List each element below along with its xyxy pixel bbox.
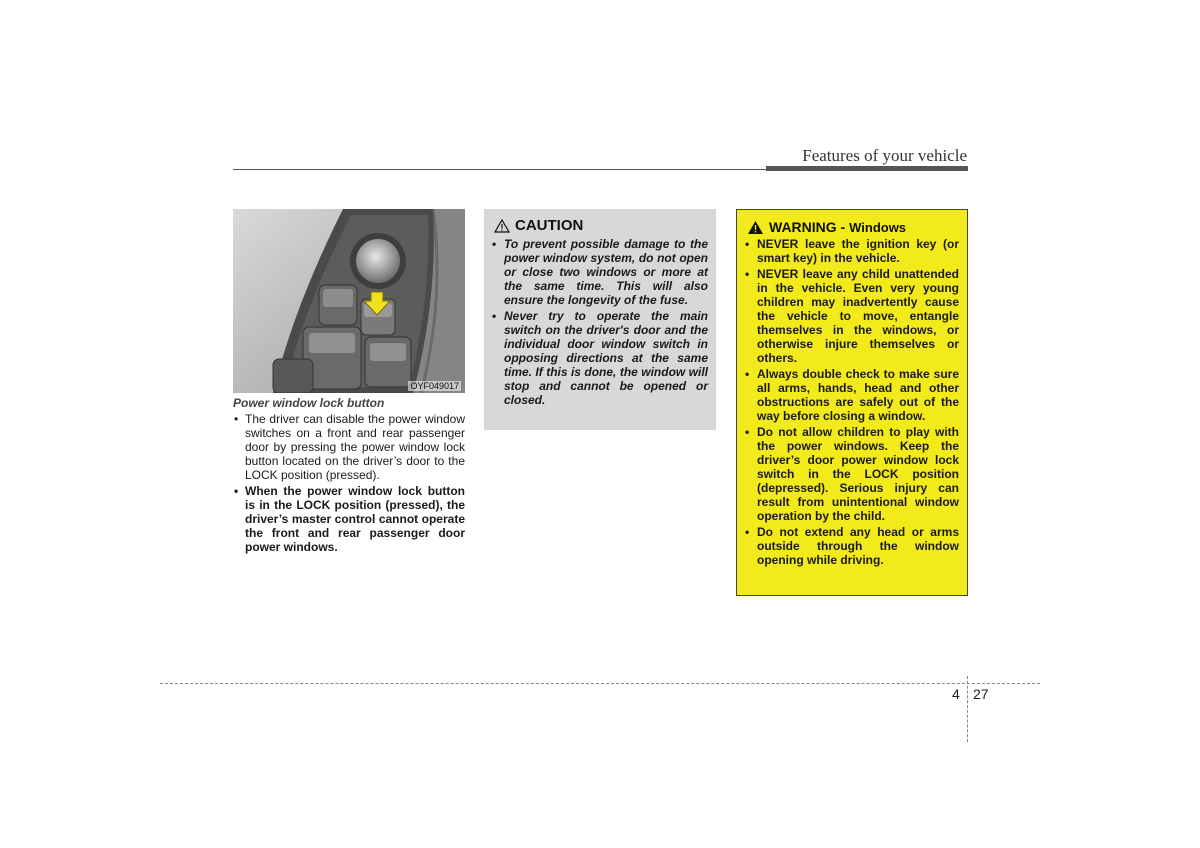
- caution-box: [484, 209, 716, 430]
- list-item: • NEVER leave the ignition key (or smart key) in the vehicle.: [745, 237, 959, 265]
- page-number: 27: [973, 686, 989, 702]
- caution-list: [492, 237, 708, 407]
- warning-list: [745, 237, 959, 567]
- page-header-title: Features of your vehicle: [802, 146, 967, 165]
- warning-label: WARNING -: [769, 219, 846, 235]
- caution-title: CAUTION: [515, 217, 584, 234]
- list-item: • The driver can disable the power window switches on a front and rear passenger door by pressing the power window lock button located on the driver’s door to the LOCK position (pressed).: [233, 412, 465, 482]
- warning-triangle-icon: [747, 220, 764, 235]
- header-rule: [233, 169, 768, 170]
- chapter-number: 4: [952, 686, 960, 702]
- list-item: • Do not extend any head or arms outside through the window opening while driving.: [745, 525, 959, 567]
- list-item: • Always double check to make sure all arms, hands, head and other obstructions are safely out of the way before closing a window.: [745, 367, 959, 423]
- footer-divider: [967, 676, 968, 742]
- list-item: • NEVER leave any child unattended in the vehicle. Even very young children may inadvertently cause the vehicle to move, entangle themselves in the windows, or otherwise injure themselves or others.: [745, 267, 959, 365]
- footer-rule: [160, 683, 1040, 684]
- list-item: • Never try to operate the main switch on the driver's door and the individual door window switch in opposing directions at the same time. If this is done, the window will stop and cannot be opened or closed.: [492, 309, 708, 407]
- photo-caption: Power window lock button: [233, 396, 385, 410]
- power-window-switch-photo: [233, 209, 465, 393]
- list-item: • To prevent possible damage to the power window system, do not open or close two windows or more at the same time. This will also ensure the longevity of the fuse.: [492, 237, 708, 307]
- warning-box: [736, 209, 968, 596]
- caution-triangle-icon: [494, 219, 510, 233]
- warning-header: [747, 219, 959, 235]
- switch-panel-illustration: [233, 209, 465, 393]
- lock-button-description-list: [233, 412, 465, 556]
- photo-reference-code: OYF049017: [410, 381, 459, 391]
- caution-header: [494, 217, 708, 234]
- list-item: • Do not allow children to play with the power windows. Keep the driver’s door power window lock switch in the LOCK position (depressed). Serious injury can result from unintentional window operation by the child.: [745, 425, 959, 523]
- list-item: • When the power window lock button is in the LOCK position (pressed), the driver’s master control cannot operate the front and rear passenger door power windows.: [233, 484, 465, 554]
- warning-subtitle: Windows: [849, 220, 907, 235]
- header-rule-accent: [766, 166, 968, 171]
- warning-title: [769, 219, 906, 235]
